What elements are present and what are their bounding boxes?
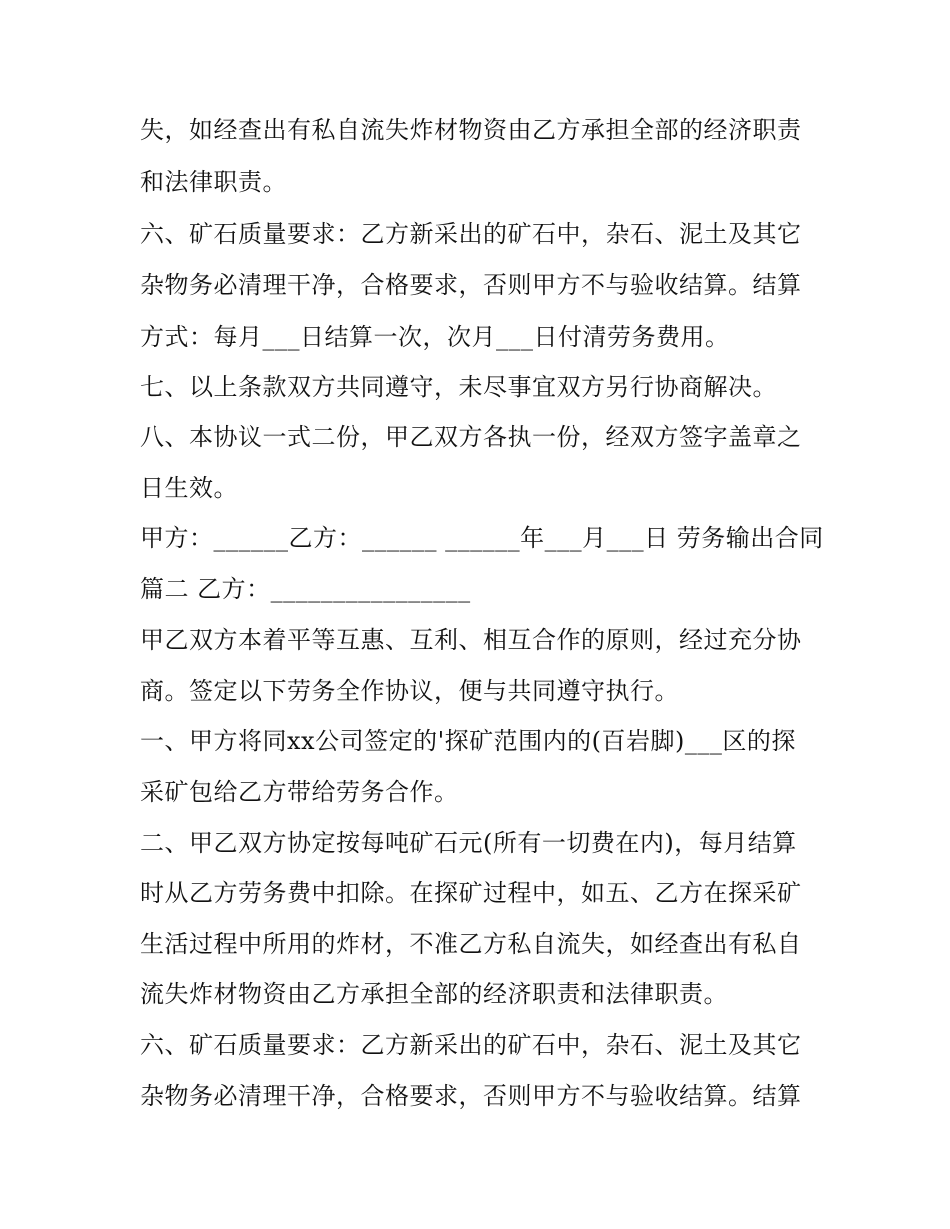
text-line: 日生效。 (140, 474, 238, 502)
text-line: 和法律职责。 (140, 168, 287, 196)
text-line: 流失炸材物资由乙方承担全部的经济职责和法律职责。 (140, 980, 728, 1008)
text-line: 时从乙方劳务费中扣除。在探矿过程中，如五、乙方在探采矿 (140, 879, 802, 907)
text-line: 六、矿石质量要求：乙方新采出的矿石中，杂石、泥土及其它 (140, 220, 802, 248)
text-line: 七、以上条款双方共同遵守，未尽事宜双方另行协商解决。 (140, 373, 777, 401)
text-line: 商。签定以下劳务全作协议，便与共同遵守执行。 (140, 677, 679, 705)
text-line: 失，如经查出有私自流失炸材物资由乙方承担全部的经济职责 (140, 116, 802, 144)
text-line: 杂物务必清理干净，合格要求，否则甲方不与验收结算。结算 (140, 1082, 802, 1110)
text-line: 杂物务必清理干净，合格要求，否则甲方不与验收结算。结算 (140, 271, 802, 299)
text-line: 一、甲方将同xx公司签定的'探矿范围内的(百岩脚)___区的探 (140, 727, 796, 755)
text-line: 二、甲乙双方协定按每吨矿石元(所有一切费在内)，每月结算 (140, 829, 797, 857)
text-line: 篇二 乙方：________________ (140, 575, 471, 603)
text-line: 生活过程中所用的炸材，不准乙方私自流失，如经查出有私自 (140, 930, 802, 958)
text-line: 甲乙双方本着平等互惠、互利、相互合作的原则，经过充分协 (140, 626, 802, 654)
text-line: 甲方：______乙方：______ ______年___月___日 劳务输出合同 (140, 524, 824, 552)
text-line: 采矿包给乙方带给劳务合作。 (140, 778, 459, 806)
text-line: 方式：每月___日结算一次，次月___日付清劳务费用。 (140, 323, 730, 351)
text-line: 六、矿石质量要求：乙方新采出的矿石中，杂石、泥土及其它 (140, 1031, 802, 1059)
text-line: 八、本协议一式二份，甲乙双方各执一份，经双方签字盖章之 (140, 423, 802, 451)
